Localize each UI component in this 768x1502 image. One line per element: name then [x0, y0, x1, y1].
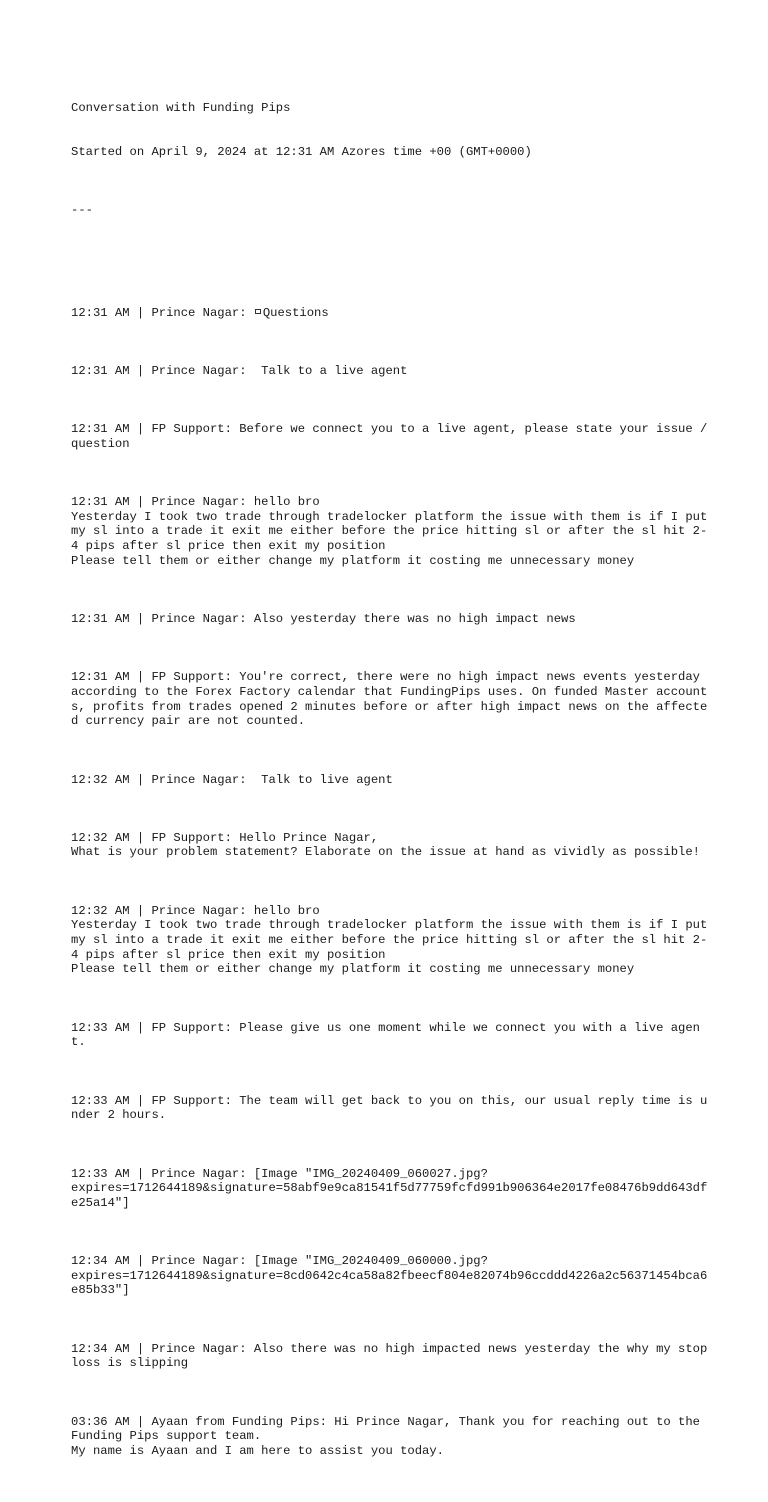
message: [71, 612, 711, 627]
message-text: [Image "IMG_20240409_060000.jpg? expires=1712644189&signature=8cd0642c4ca58a82fbeecf804e82074b96ccddd4226a2c56371454bca6e85b33"]: [71, 1254, 708, 1298]
message: [71, 364, 711, 379]
message: [71, 670, 711, 728]
message-prefix: 12:33 AM | Prince Nagar:: [71, 1166, 254, 1181]
message-text: Talk to live agent: [253, 772, 393, 787]
message-text: Please give us one moment while we connect you with a live agent.: [71, 1020, 700, 1050]
message: [71, 495, 711, 568]
message-text: hello bro Yesterday I took two trade through tradelocker platform the issue with them is if I put my sl into a trade it exit me either before the price hitting sl or after the sl hit 2-4 pips after sl price then exit my position Please tell them or either change my platform it costing me unnecessary money: [71, 495, 708, 568]
message-prefix: 12:32 AM | Prince Nagar:: [71, 772, 254, 787]
message-prefix: 12:34 AM | Prince Nagar:: [71, 1254, 254, 1269]
message-text: Talk to a live agent: [253, 363, 408, 378]
message-text: [Image "IMG_20240409_060027.jpg? expires=1712644189&signature=58abf9e9ca81541f5d77759fcfd991b906364e2017fe08476b9dd643dfe25a14"]: [71, 1166, 708, 1210]
message-prefix: 12:32 AM | FP Support:: [71, 830, 240, 845]
message-prefix: 12:31 AM | FP Support:: [71, 422, 240, 437]
message: [71, 422, 715, 451]
message-prefix: 12:33 AM | FP Support:: [71, 1020, 240, 1035]
message-text: Also there was no high impacted news yesterday the why my stoploss is slipping: [71, 1341, 708, 1371]
message: [71, 1021, 711, 1050]
conversation-title: Conversation with Funding Pips: [71, 101, 291, 116]
message-prefix: 12:32 AM | Prince Nagar:: [71, 903, 254, 918]
message-text: Hi Prince Nagar, Thank you for reaching out to the Funding Pips support team. My name is Ayaan and I am here to assist you today.: [71, 1414, 700, 1458]
message: [71, 1094, 711, 1123]
separator: ---: [71, 203, 93, 218]
message: [71, 773, 711, 788]
message-text: hello bro Yesterday I took two trade through tradelocker platform the issue with them is if I put my sl into a trade it exit me either before the price hitting sl or after the sl hit 2-4 pips after sl price then exit my position Please tell them or either change my platform it costing me unnecessary money: [71, 903, 708, 977]
conversation-start-time: Started on April 9, 2024 at 12:31 AM Azores time +00 (GMT+0000): [71, 144, 532, 159]
message: [71, 1167, 711, 1211]
message-list: [71, 262, 715, 1488]
message: [71, 1342, 711, 1371]
message-prefix: 12:33 AM | FP Support:: [71, 1093, 240, 1108]
message: [71, 904, 711, 977]
message-prefix: 03:36 AM | Ayaan from Funding Pips:: [71, 1414, 335, 1429]
message-text: The team will get back to you on this, our usual reply time is under 2 hours.: [71, 1093, 708, 1123]
transcript-document: [71, 72, 715, 1502]
message-text: Before we connect you to a live agent, please state your issue / question: [71, 422, 715, 451]
message-prefix: 12:31 AM | Prince Nagar:: [71, 363, 254, 378]
message-prefix: 12:31 AM | Prince Nagar:: [71, 611, 254, 626]
message-text: You're correct, there were no high impact news events yesterday according to the Forex Factory calendar that FundingPips uses. On funded Master accounts, profits from trades opened 2 minutes before or after high impact news on the affected currency pair are not counted.: [71, 670, 708, 729]
message-text: Hello Prince Nagar, What is your problem statement? Elaborate on the issue at hand as vividly as possible!: [71, 830, 700, 860]
message: [71, 831, 711, 860]
message-prefix: 12:31 AM | FP Support:: [71, 670, 240, 685]
message-text: Also yesterday there was no high impact news: [253, 611, 576, 626]
message: [71, 1415, 711, 1459]
box-glyph-icon: [255, 309, 261, 314]
message-text: Questions: [262, 305, 329, 320]
message: [71, 306, 711, 321]
message: [71, 1254, 711, 1298]
message-prefix: 12:31 AM | Prince Nagar:: [71, 305, 254, 320]
message-prefix: 12:34 AM | Prince Nagar:: [71, 1341, 254, 1356]
message-prefix: 12:31 AM | Prince Nagar:: [71, 495, 254, 510]
